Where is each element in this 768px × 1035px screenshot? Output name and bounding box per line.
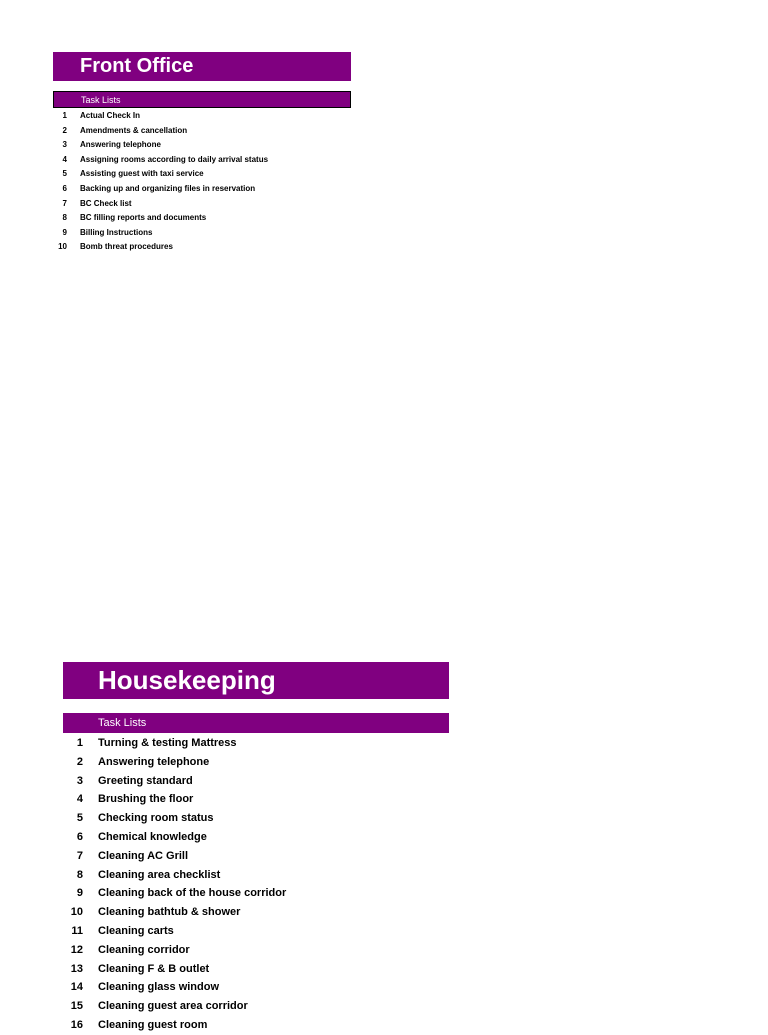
item-label: Assigning rooms according to daily arrival status <box>80 154 269 164</box>
list-item <box>63 866 449 885</box>
front-office-title: Front Office <box>53 52 351 81</box>
item-label: Greeting standard <box>98 774 193 787</box>
housekeeping-task-list <box>63 734 449 1035</box>
item-number: 7 <box>76 849 83 862</box>
list-item <box>63 734 449 753</box>
list-item <box>63 828 449 847</box>
item-label: Cleaning glass window <box>98 981 220 994</box>
item-number: 8 <box>62 213 67 223</box>
item-number: 8 <box>76 868 83 881</box>
item-number: 4 <box>76 793 83 806</box>
item-label: Cleaning back of the house corridor <box>98 887 287 900</box>
list-item <box>53 240 351 255</box>
item-number: 3 <box>62 140 67 150</box>
list-item <box>63 997 449 1016</box>
list-item <box>63 922 449 941</box>
item-number: 14 <box>70 981 83 994</box>
item-label: Backing up and organizing files in reservation <box>80 183 256 193</box>
list-item <box>63 978 449 997</box>
list-item <box>63 884 449 903</box>
front-office-task-list <box>53 109 351 255</box>
item-number: 4 <box>62 154 67 164</box>
list-item <box>63 790 449 809</box>
list-item <box>53 197 351 212</box>
item-label: Cleaning AC Grill <box>98 849 189 862</box>
item-label: Cleaning guest room <box>98 1018 208 1031</box>
housekeeping-section <box>63 662 449 1035</box>
item-label: Cleaning F & B outlet <box>98 962 210 975</box>
item-label: Actual Check In <box>80 111 141 120</box>
item-number: 15 <box>70 1000 83 1013</box>
front-office-task-list-header: Task Lists <box>53 91 351 108</box>
item-label: Chemical knowledge <box>98 830 207 843</box>
item-label: Assisting guest with taxi service <box>80 169 204 179</box>
item-label: Answering telephone <box>80 140 161 150</box>
item-number: 6 <box>76 830 83 843</box>
item-label: Bomb threat procedures <box>80 242 173 252</box>
item-number: 6 <box>62 183 67 193</box>
item-number: 10 <box>58 242 67 252</box>
list-item <box>53 167 351 182</box>
list-item <box>53 226 351 241</box>
item-number: 1 <box>76 737 83 749</box>
housekeeping-task-list-header: Task Lists <box>63 713 449 733</box>
list-item <box>53 211 351 226</box>
item-label: Cleaning bathtub & shower <box>98 906 241 919</box>
item-label: Cleaning corridor <box>98 943 190 956</box>
housekeeping-title: Housekeeping <box>63 662 449 699</box>
item-number: 3 <box>76 774 83 787</box>
item-number: 2 <box>76 755 83 768</box>
list-item <box>63 809 449 828</box>
item-number: 10 <box>70 906 83 919</box>
list-item <box>63 960 449 979</box>
item-label: Brushing the floor <box>98 793 194 806</box>
front-office-section <box>53 52 351 255</box>
item-number: 13 <box>70 962 83 975</box>
item-number: 12 <box>70 943 83 956</box>
item-label: Amendments & cancellation <box>80 125 188 135</box>
item-label: Billing Instructions <box>80 227 153 237</box>
item-label: BC Check list <box>80 198 132 208</box>
item-label: Cleaning carts <box>98 924 174 937</box>
item-number: 16 <box>70 1018 83 1031</box>
list-item <box>63 903 449 922</box>
item-number: 9 <box>76 887 83 900</box>
item-number: 5 <box>62 169 67 179</box>
item-label: Turning & testing Mattress <box>98 737 237 749</box>
list-item <box>53 138 351 153</box>
list-item <box>63 753 449 772</box>
item-number: 2 <box>62 125 67 135</box>
item-label: Cleaning area checklist <box>98 868 221 881</box>
item-number: 7 <box>62 198 67 208</box>
list-item <box>63 772 449 791</box>
item-number: 9 <box>62 227 67 237</box>
item-label: Checking room status <box>98 812 214 825</box>
item-number: 11 <box>71 924 83 937</box>
list-item <box>53 109 351 124</box>
list-item <box>53 124 351 139</box>
item-number: 5 <box>76 812 83 825</box>
item-label: Answering telephone <box>98 755 210 768</box>
item-label: Cleaning guest area corridor <box>98 1000 248 1013</box>
item-label: BC filling reports and documents <box>80 213 207 223</box>
list-item <box>63 1016 449 1035</box>
item-number: 1 <box>62 111 67 120</box>
list-item <box>53 182 351 197</box>
list-item <box>63 941 449 960</box>
list-item <box>63 847 449 866</box>
list-item <box>53 153 351 168</box>
